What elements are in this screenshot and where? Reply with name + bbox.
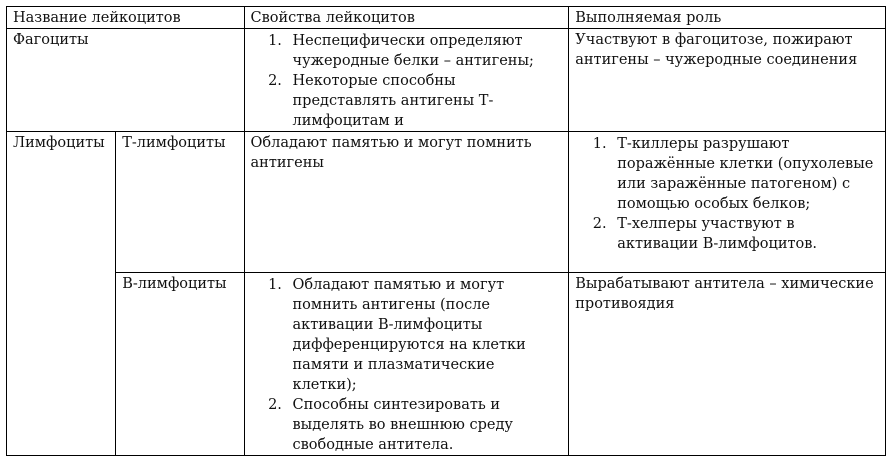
- lymphocytes-name: Лимфоциты: [7, 132, 116, 456]
- table-row-b-lymphocytes: [7, 273, 886, 456]
- list-item: 1. Т-киллеры разрушают поражённые клетки (опухолевые или заражённые патогеном) с помощью особых белков;: [611, 134, 879, 214]
- t-lymphocytes-properties: Обладают памятью и могут помнить антигены: [244, 132, 569, 273]
- list-item: 1. Неспецифически определяют чужеродные белки – антигены;: [287, 31, 563, 71]
- phagocytes-name: Фагоциты: [7, 29, 245, 132]
- t-lymphocytes-roles: [569, 132, 886, 273]
- list-item: 2. Некоторые способны представлять антигены Т-лимфоцитам и: [287, 71, 563, 131]
- b-lymphocytes-properties: [244, 273, 569, 456]
- phagocytes-properties: [244, 29, 569, 132]
- list-item: 1. Обладают памятью и могут помнить антигены (после активации В-лимфоциты дифференцируются на клетки памяти и плазматические клетки);: [287, 275, 563, 395]
- table-row-phagocytes: [7, 29, 886, 132]
- b-lymphocytes-role: Вырабатывают антитела – химические противоядия: [569, 273, 886, 456]
- list-item: 2. Способны синтезировать и выделять во внешнюю среду свободные антитела.: [287, 395, 563, 455]
- header-role: Выполняемая роль: [569, 7, 886, 29]
- header-row: [7, 7, 886, 29]
- t-lymphocytes-name: Т-лимфоциты: [116, 132, 244, 273]
- header-name: Название лейкоцитов: [7, 7, 245, 29]
- list-item: 2. Т-хелперы участвуют в активации В-лимфоцитов.: [611, 214, 879, 254]
- leukocytes-table: [6, 6, 886, 456]
- header-properties: Свойства лейкоцитов: [244, 7, 569, 29]
- phagocytes-role: Участвуют в фагоцитозе, пожирают антигены – чужеродные соединения: [569, 29, 886, 132]
- table-row-t-lymphocytes: [7, 132, 886, 273]
- b-lymphocytes-name: В-лимфоциты: [116, 273, 244, 456]
